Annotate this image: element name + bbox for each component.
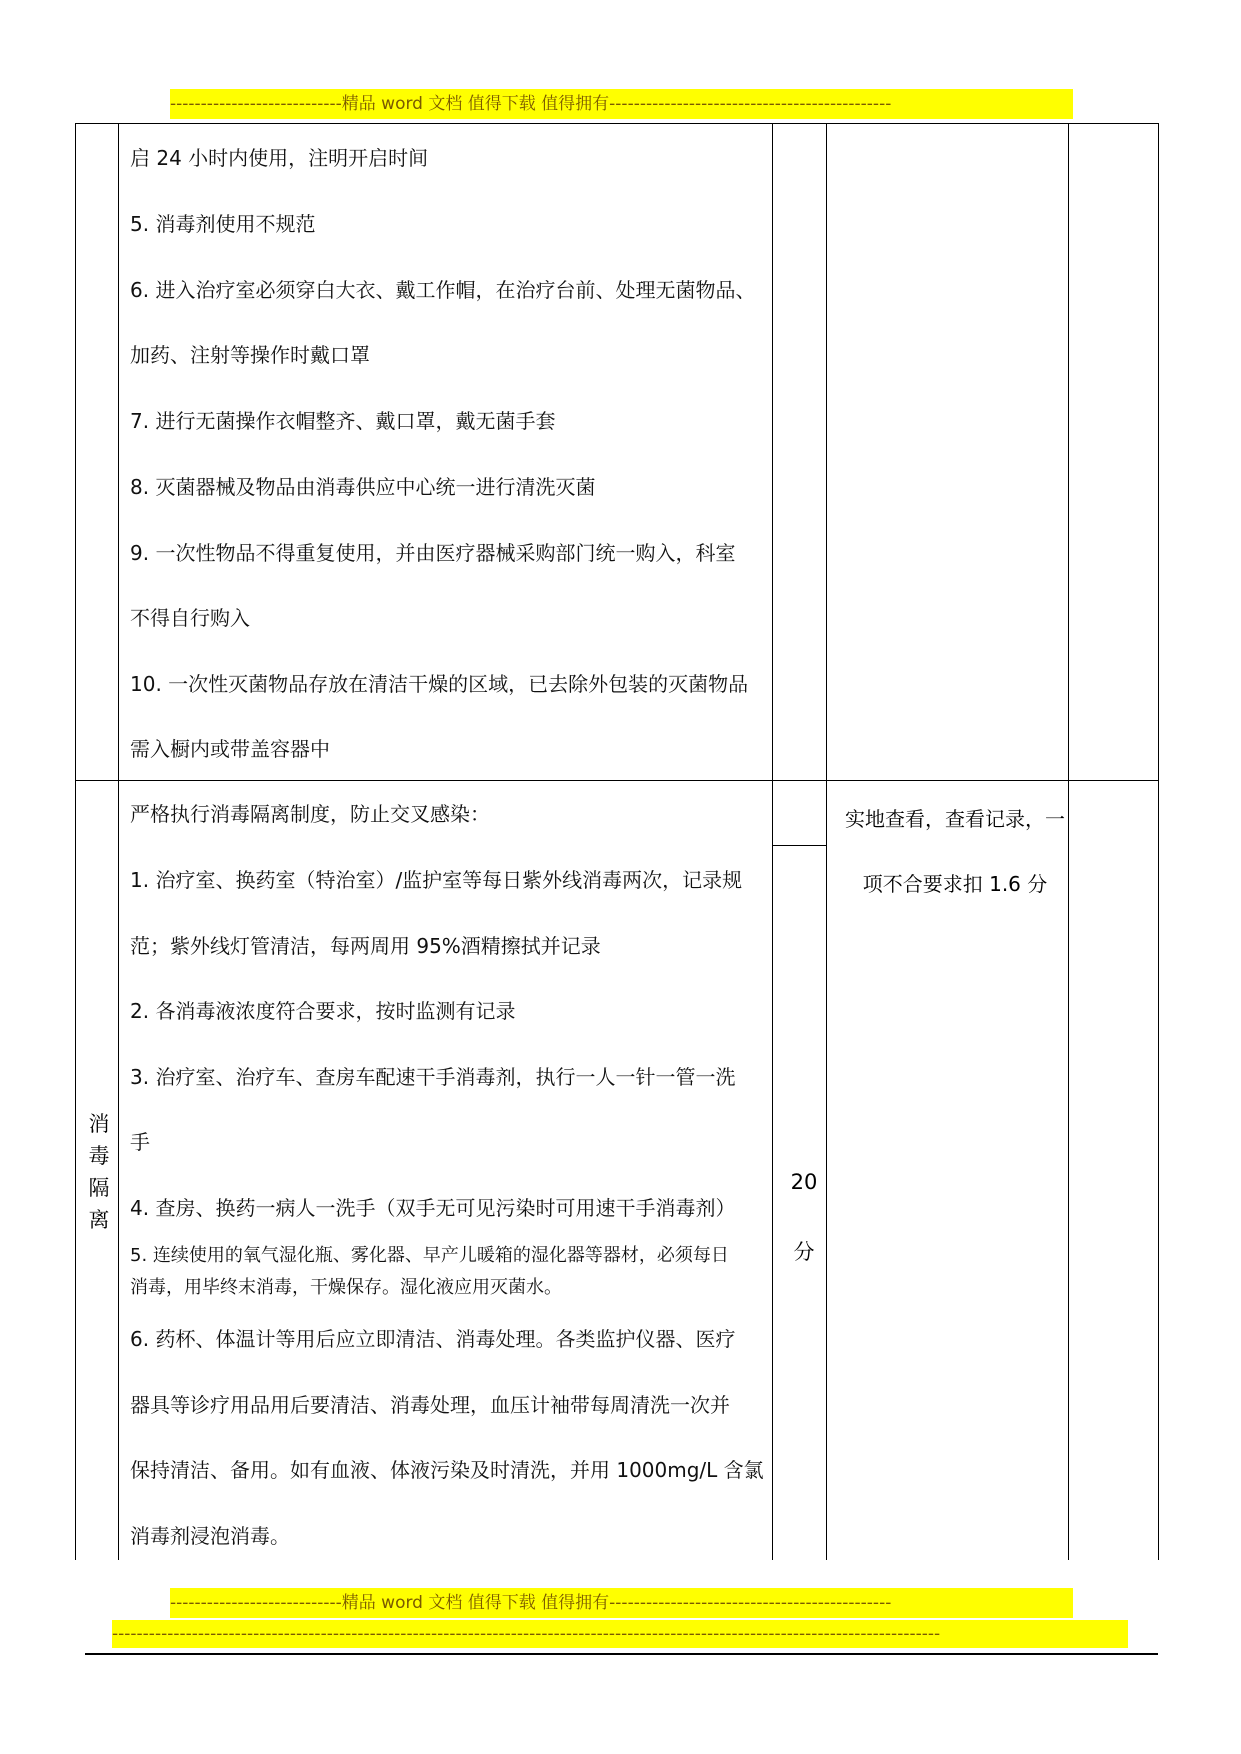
footer-banner: ----------------------------精品 word 文档 值得下载 值得拥有---------------------------------------------- — [170, 1588, 1073, 1618]
content-column-border — [772, 123, 773, 1560]
score-column-border — [826, 123, 827, 1560]
requirement-line: 8. 灭菌器械及物品由消毒供应中心统一进行清洗灭菌 — [130, 475, 596, 499]
header-banner: ----------------------------精品 word 文档 值得下载 值得拥有---------------------------------------------- — [170, 89, 1073, 119]
category-char: 消 — [88, 1112, 110, 1136]
requirement-line: 4. 查房、换药一病人一洗手（双手无可见污染时可用速干手消毒剂） — [130, 1196, 736, 1220]
requirement-line: 器具等诊疗用品用后要清洁、消毒处理，血压计袖带每周清洗一次并 — [130, 1393, 730, 1417]
requirement-line: 范；紫外线灯管清洁，每两周用 95%酒精擦拭并记录 — [130, 934, 601, 958]
requirement-line: 3. 治疗室、治疗车、查房车配速干手消毒剂，执行一人一针一管一洗 — [130, 1065, 736, 1089]
requirement-line: 消毒剂浸泡消毒。 — [130, 1524, 290, 1548]
requirement-line: 加药、注射等操作时戴口罩 — [130, 343, 370, 367]
requirement-line: 不得自行购入 — [130, 606, 250, 630]
requirement-line: 7. 进行无菌操作衣帽整齐、戴口罩，戴无菌手套 — [130, 409, 556, 433]
score-value: 20 — [790, 1170, 818, 1194]
footer-banner-dashes: --------------------------------------------------------------------------------------------------------------------------------------- — [112, 1620, 1128, 1648]
requirement-line: 2. 各消毒液浓度符合要求，按时监测有记录 — [130, 999, 516, 1023]
requirement-line: 1. 治疗室、换药室（特治室）/监护室等每日紫外线消毒两次，记录规 — [130, 868, 743, 892]
category-char: 隔 — [88, 1176, 110, 1200]
category-char: 毒 — [88, 1144, 110, 1168]
assessment-method-line: 项不合要求扣 1.6 分 — [862, 872, 1048, 896]
requirement-line: 手 — [130, 1130, 150, 1154]
requirement-line: 6. 进入治疗室必须穿白大衣、戴工作帽，在治疗台前、处理无菌物品、 — [130, 278, 756, 302]
requirement-line: 需入橱内或带盖容器中 — [130, 737, 330, 761]
table-top-border — [75, 123, 1159, 124]
category-column-border — [118, 123, 119, 1560]
requirement-line: 10. 一次性灭菌物品存放在清洁干燥的区域，已去除外包装的灭菌物品 — [130, 672, 749, 696]
requirement-line: 消毒，用毕终末消毒，干燥保存。湿化液应用灭菌水。 — [130, 1277, 562, 1298]
score-unit: 分 — [793, 1240, 815, 1264]
table-right-border — [1158, 123, 1159, 1560]
requirement-line: 启 24 小时内使用，注明开启时间 — [130, 146, 429, 170]
category-label — [86, 1108, 112, 1236]
score-cell-divider — [772, 845, 826, 846]
requirement-line: 9. 一次性物品不得重复使用，并由医疗器械采购部门统一购入，科室 — [130, 541, 736, 565]
requirement-line: 保持清洁、备用。如有血液、体液污染及时清洗，并用 1000mg/L 含氯 — [130, 1458, 764, 1482]
requirement-line: 5. 连续使用的氧气湿化瓶、雾化器、早产儿暖箱的湿化器等器材，必须每日 — [130, 1245, 729, 1266]
method-column-border — [1068, 123, 1069, 1560]
requirement-line: 6. 药杯、体温计等用后应立即清洁、消毒处理。各类监护仪器、医疗 — [130, 1327, 736, 1351]
table-left-border — [75, 123, 76, 1560]
assessment-method-line: 实地查看，查看记录，一 — [845, 807, 1065, 831]
requirement-line: 严格执行消毒隔离制度，防止交叉感染： — [130, 802, 490, 826]
row-divider — [75, 780, 1159, 781]
footer-rule — [85, 1653, 1158, 1655]
category-char: 离 — [88, 1208, 110, 1232]
requirement-line: 5. 消毒剂使用不规范 — [130, 212, 316, 236]
